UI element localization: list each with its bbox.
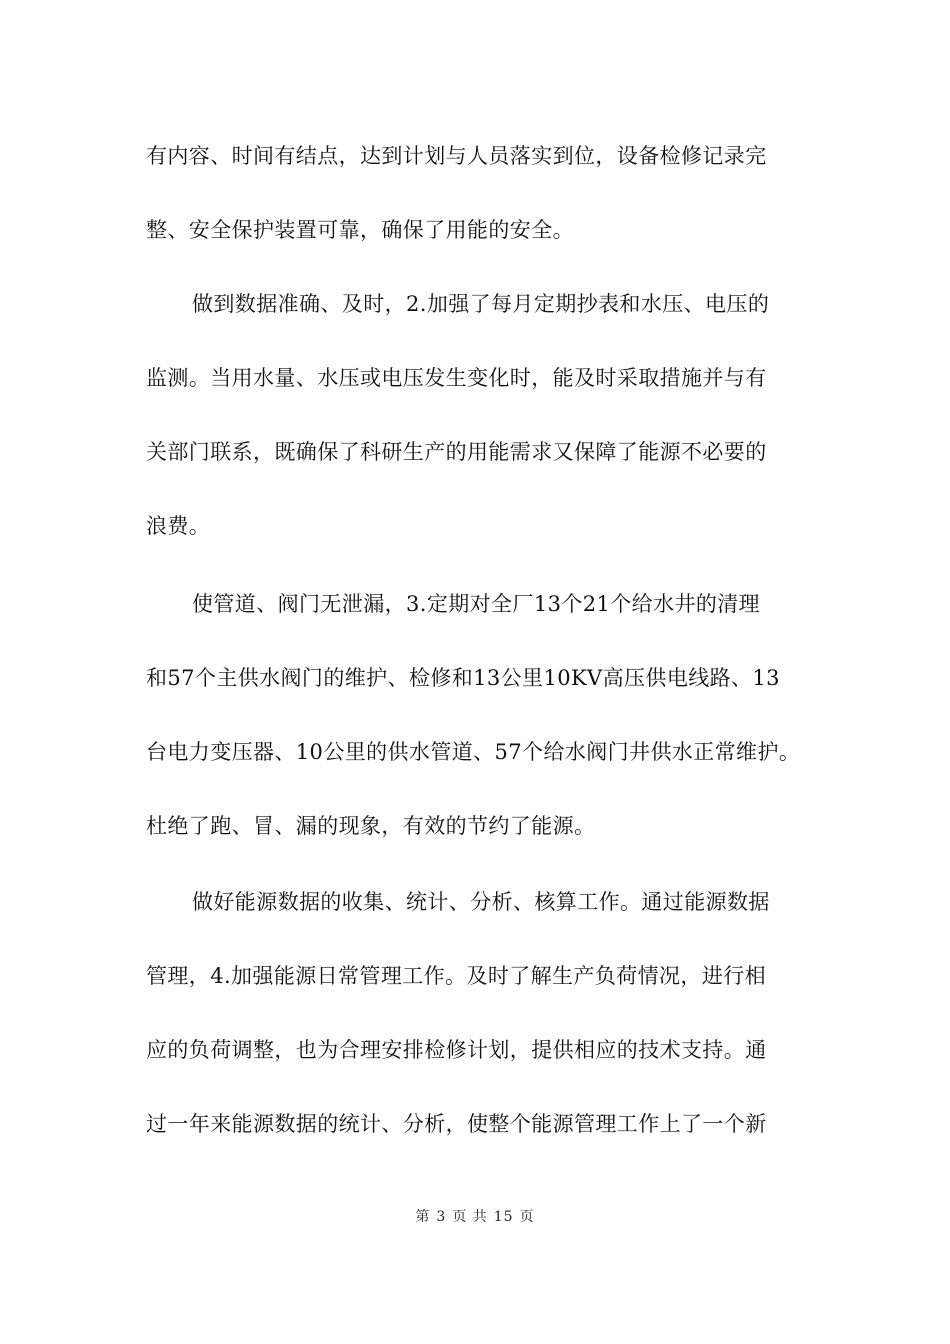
footer-suffix: 页 [519,1209,535,1225]
text-line: 监测。当用水量、水压或电压发生变化时，能及时采取措施并与有 [146,366,767,390]
paragraph-first-line: 做好能源数据的收集、统计、分析、核算工作。通过能源数据 [192,890,770,914]
text-line: 有内容、时间有结点，达到计划与人员落实到位，设备检修记录完 [146,144,767,168]
text-line: 和57个主供水阀门的维护、检修和13公里10KV高压供电线路、13 [146,666,780,690]
text-line: 杜绝了跑、冒、漏的现象，有效的节约了能源。 [146,814,596,838]
paragraph-first-line: 做到数据准确、及时，2.加强了每月定期抄表和水压、电压的 [192,292,770,316]
current-page-number: 3 [436,1209,447,1225]
text-line: 台电力变压器、10公里的供水管道、57个给水阀门井供水正常维护。 [146,740,801,764]
text-line: 过一年来能源数据的统计、分析，使整个能源管理工作上了一个新 [146,1112,767,1136]
footer-middle: 页 共 [452,1209,488,1225]
text-line: 关部门联系，既确保了科研生产的用能需求又保障了能源不必要的 [146,440,767,464]
paragraph-first-line: 使管道、阀门无泄漏，3.定期对全厂13个21个给水井的清理 [192,592,761,616]
page-footer [0,1207,950,1227]
text-line: 整、安全保护装置可靠，确保了用能的安全。 [146,218,574,242]
total-pages-number: 15 [493,1209,514,1225]
text-line: 应的负荷调整，也为合理安排检修计划，提供相应的技术支持。通 [146,1038,767,1062]
text-line: 浪费。 [146,514,211,538]
text-line: 管理，4.加强能源日常管理工作。及时了解生产负荷情况，进行相 [146,964,767,988]
footer-prefix: 第 [415,1209,431,1225]
